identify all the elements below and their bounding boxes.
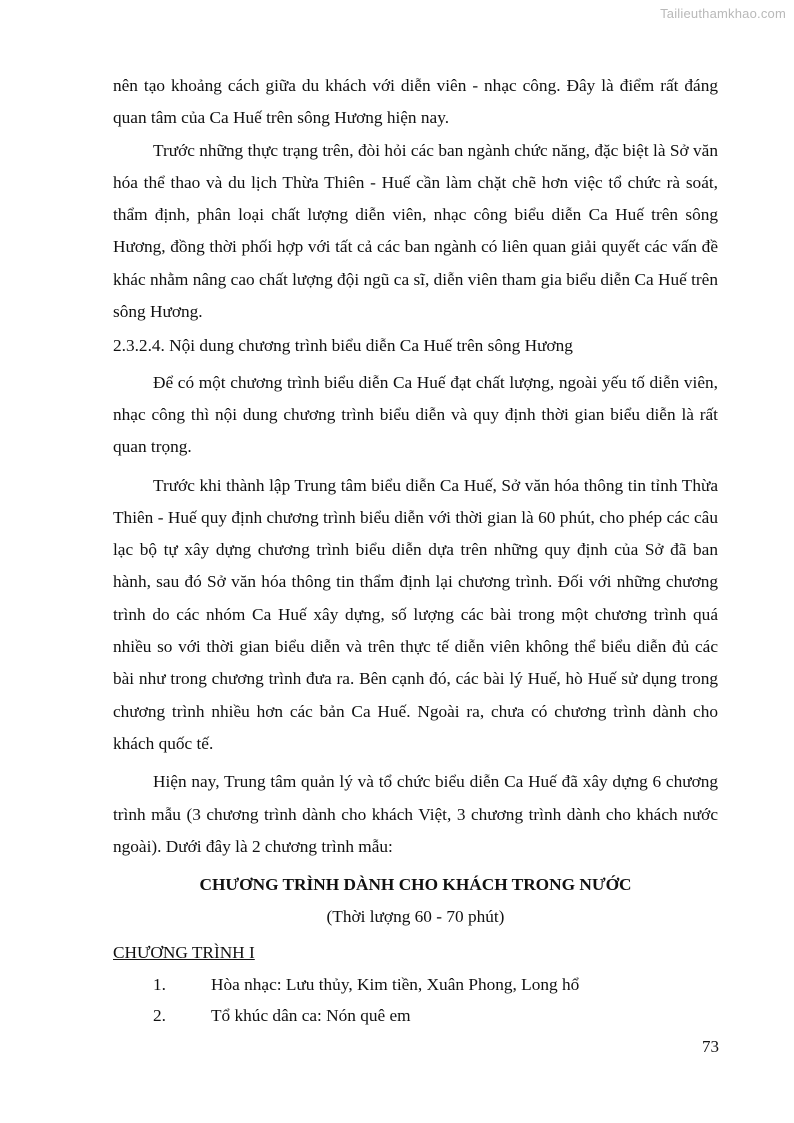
paragraph-recommendation: Trước những thực trạng trên, đòi hỏi các ban ngành chức năng, đặc biệt là Sở văn hóa thể thao và du lịch Thừa Thiên - Huế cần làm chặt chẽ hơn việc tổ chức rà soát, thẩm định, phân loại chất lượng diễn viên, nhạc công biểu diễn Ca Huế trên sông Hương, đồng thời phối hợp với tất cả các ban ngành có liên quan giải quyết các vấn đề khác nhằm nâng cao chất lượng đội ngũ ca sĩ, diễn viên tham gia biểu diễn Ca Huế trên sông Hương.: [113, 140, 718, 322]
program-title: CHƯƠNG TRÌNH DÀNH CHO KHÁCH TRONG NƯỚC: [199, 875, 632, 895]
paragraph-continuation: nên tạo khoảng cách giữa du khách với diễn viên - nhạc công. Đây là điểm rất đáng quan tâm của Ca Huế trên sông Hương hiện nay.: [113, 76, 718, 128]
section-heading: 2.3.2.4. Nội dung chương trình biểu diễn Ca Huế trên sông Hương: [113, 336, 573, 356]
list-item-text: Hòa nhạc: Lưu thủy, Kim tiền, Xuân Phong, Long hổ: [211, 975, 580, 995]
list-item: [113, 1000, 718, 1031]
list-item-number: 2.: [153, 1006, 166, 1026]
page-number: 73: [702, 1037, 719, 1056]
list-item: [113, 969, 718, 1000]
list-item-number: 1.: [153, 975, 166, 995]
paragraph-quality: Để có một chương trình biểu diễn Ca Huế đạt chất lượng, ngoài yếu tố diễn viên, nhạc công thì nội dung chương trình biểu diễn và quy định thời gian biểu diễn là rất quan trọng.: [113, 372, 718, 457]
list-item-text: Tổ khúc dân ca: Nón quê em: [211, 1006, 411, 1026]
program-duration: (Thời lượng 60 - 70 phút): [326, 907, 505, 927]
page-body: [113, 70, 718, 1031]
program-subtitle: CHƯƠNG TRÌNH I: [113, 943, 255, 963]
watermark-text: Tailieuthamkhao.com: [660, 6, 786, 21]
paragraph-history: Trước khi thành lập Trung tâm biểu diễn Ca Huế, Sở văn hóa thông tin tỉnh Thừa Thiên - Huế quy định chương trình biểu diễn với thời gian là 60 phút, cho phép các câu lạc bộ tự xây dựng chương trình biểu diễn dựa trên những quy định của Sở đã ban hành, sau đó Sở văn hóa thông tin thẩm định lại chương trình. Đối với những chương trình do các nhóm Ca Huế xây dựng, số lượng các bài trong một chương trình quá nhiều so với thời gian biểu diễn và trên thực tế diễn viên không thể biểu diễn đủ các bài như trong chương trình đưa ra. Bên cạnh đó, các bài lý Huế, hò Huế sử dụng trong chương trình nhiều hơn các bản Ca Huế. Ngoài ra, chưa có chương trình dành cho khách quốc tế.: [113, 475, 718, 753]
paragraph-current: Hiện nay, Trung tâm quản lý và tổ chức biểu diễn Ca Huế đã xây dựng 6 chương trình mẫu (3 chương trình dành cho khách Việt, 3 chương trình dành cho khách nước ngoài). Dưới đây là 2 chương trình mẫu:: [113, 772, 718, 856]
